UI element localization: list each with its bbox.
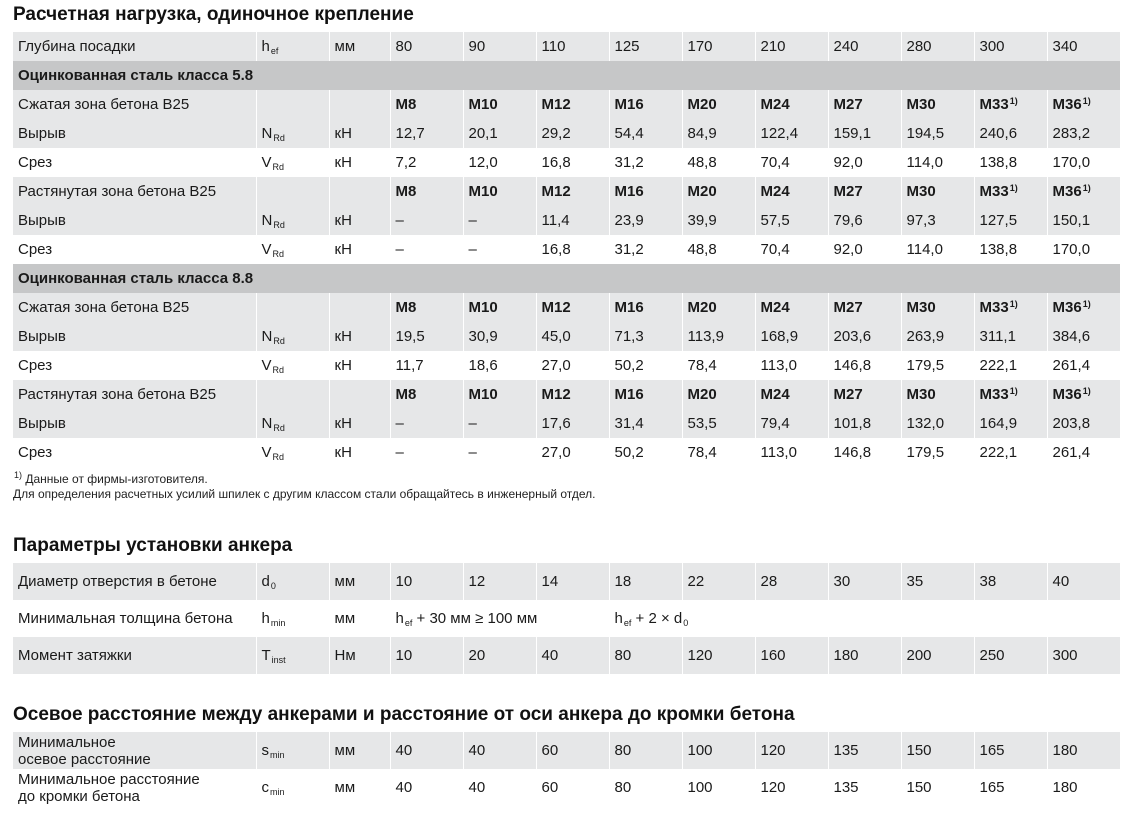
value-cell: 11,7 — [390, 351, 463, 380]
row-label: Диаметр отверстия в бетоне — [13, 563, 256, 600]
anchor-size-cell: M10 — [463, 293, 536, 322]
value-cell: 71,3 — [609, 322, 682, 351]
value-cell: 31,2 — [609, 148, 682, 177]
value-cell: 101,8 — [828, 409, 901, 438]
value-cell: 10 — [390, 637, 463, 674]
row-unit — [329, 177, 390, 206]
row-label: Минимальное расстояние до кромки бетона — [13, 769, 256, 806]
value-cell: – — [390, 206, 463, 235]
value-cell: 159,1 — [828, 119, 901, 148]
anchor-size-cell: M30 — [901, 380, 974, 409]
row-symbol: $d_0$ — [256, 563, 329, 600]
row-symbol: $V_{Rd}$ — [256, 438, 329, 467]
value-cell: 146,8 — [828, 351, 901, 380]
row-unit: кН — [329, 206, 390, 235]
value-cell: 7,2 — [390, 148, 463, 177]
anchor-size-cell: M27 — [828, 380, 901, 409]
value-cell: 97,3 — [901, 206, 974, 235]
min-thickness-row — [13, 600, 1120, 637]
value-cell: 261,4 — [1047, 351, 1120, 380]
steel-class-title: Оцинкованная сталь класса 8.8 — [13, 264, 1120, 293]
anchor-size-cell: M24 — [755, 90, 828, 119]
min-edge-distance-row — [13, 769, 1120, 806]
value-cell: 40 — [536, 637, 609, 674]
depth-value-cell: 125 — [609, 32, 682, 61]
shear-row — [13, 148, 1120, 177]
anchor-size-cell: M30 — [901, 177, 974, 206]
zone-label: Растянутая зона бетона B25 — [13, 380, 256, 409]
value-cell: 45,0 — [536, 322, 609, 351]
anchor-size-cell: M36$^{1)}$ — [1047, 90, 1120, 119]
row-symbol: $T_{inst}$ — [256, 637, 329, 674]
value-cell: 30 — [828, 563, 901, 600]
concrete-zone-row — [13, 293, 1120, 322]
row-label: Вырыв — [13, 119, 256, 148]
anchor-size-cell: M12 — [536, 177, 609, 206]
footnote-engineering: Для определения расчетных усилий шпилек с другим классом стали обращайтесь в инженерный отдел. — [13, 487, 596, 501]
value-cell: – — [390, 438, 463, 467]
value-cell: 18,6 — [463, 351, 536, 380]
row-unit: мм — [329, 563, 390, 600]
thickness-formula-large: $h_{ef} + 2 \times d_0$ — [609, 600, 1120, 637]
value-cell: 40 — [390, 769, 463, 806]
value-cell: 48,8 — [682, 235, 755, 264]
row-symbol: $N_{Rd}$ — [256, 119, 329, 148]
pull-out-row — [13, 322, 1120, 351]
value-cell: 170,0 — [1047, 235, 1120, 264]
value-cell: 16,8 — [536, 148, 609, 177]
steel-class-header — [13, 61, 1120, 90]
anchor-size-cell: M33$^{1)}$ — [974, 293, 1047, 322]
row-label: Минимальная толщина бетона — [13, 600, 256, 637]
value-cell: 180 — [1047, 769, 1120, 806]
row-symbol — [256, 90, 329, 119]
row-symbol — [256, 293, 329, 322]
pull-out-row — [13, 206, 1120, 235]
value-cell: 263,9 — [901, 322, 974, 351]
distance-section-title: Осевое расстояние между анкерами и расстояние от оси анкера до кромки бетона — [13, 704, 795, 725]
value-cell: – — [390, 409, 463, 438]
anchor-size-cell: M33$^{1)}$ — [974, 177, 1047, 206]
value-cell: 12 — [463, 563, 536, 600]
value-cell: 12,0 — [463, 148, 536, 177]
row-label: Срез — [13, 438, 256, 467]
torque-row — [13, 637, 1120, 674]
shear-row — [13, 235, 1120, 264]
value-cell: 300 — [1047, 637, 1120, 674]
row-label: Минимальное осевое расстояние — [13, 732, 256, 769]
value-cell: 146,8 — [828, 438, 901, 467]
anchor-size-cell: M20 — [682, 90, 755, 119]
value-cell: 138,8 — [974, 148, 1047, 177]
value-cell: 17,6 — [536, 409, 609, 438]
row-symbol: $V_{Rd}$ — [256, 351, 329, 380]
value-cell: 180 — [828, 637, 901, 674]
value-cell: 12,7 — [390, 119, 463, 148]
value-cell: 92,0 — [828, 235, 901, 264]
value-cell: 28 — [755, 563, 828, 600]
value-cell: 100 — [682, 732, 755, 769]
anchor-size-cell: M33$^{1)}$ — [974, 90, 1047, 119]
row-symbol: $h_{ef}$ — [256, 32, 329, 61]
anchor-size-cell: M36$^{1)}$ — [1047, 380, 1120, 409]
value-cell: 150 — [901, 769, 974, 806]
value-cell: 168,9 — [755, 322, 828, 351]
value-cell: 120 — [682, 637, 755, 674]
row-label: Срез — [13, 351, 256, 380]
zone-label: Сжатая зона бетона B25 — [13, 293, 256, 322]
depth-value-cell: 340 — [1047, 32, 1120, 61]
value-cell: 113,9 — [682, 322, 755, 351]
row-unit — [329, 293, 390, 322]
value-cell: 22 — [682, 563, 755, 600]
row-unit: мм — [329, 32, 390, 61]
value-cell: 179,5 — [901, 438, 974, 467]
pull-out-row — [13, 409, 1120, 438]
value-cell: 50,2 — [609, 438, 682, 467]
row-unit: мм — [329, 732, 390, 769]
anchor-size-cell: M16 — [609, 293, 682, 322]
row-unit: Нм — [329, 637, 390, 674]
row-label: Вырыв — [13, 206, 256, 235]
anchor-size-cell: M24 — [755, 380, 828, 409]
row-unit: кН — [329, 409, 390, 438]
anchor-size-cell: M8 — [390, 380, 463, 409]
anchor-size-cell: M8 — [390, 177, 463, 206]
value-cell: 113,0 — [755, 438, 828, 467]
row-symbol — [256, 177, 329, 206]
value-cell: 160 — [755, 637, 828, 674]
anchor-size-cell: M36$^{1)}$ — [1047, 177, 1120, 206]
anchor-size-cell: M33$^{1)}$ — [974, 380, 1047, 409]
value-cell: 80 — [609, 732, 682, 769]
shear-row — [13, 351, 1120, 380]
footnote-text: Данные от фирмы-изготовителя. — [25, 472, 208, 486]
value-cell: 150 — [901, 732, 974, 769]
anchor-size-cell: M8 — [390, 90, 463, 119]
value-cell: 31,4 — [609, 409, 682, 438]
zone-label: Растянутая зона бетона B25 — [13, 177, 256, 206]
hole-diameter-row — [13, 563, 1120, 600]
value-cell: 40 — [390, 732, 463, 769]
value-cell: 194,5 — [901, 119, 974, 148]
value-cell: 35 — [901, 563, 974, 600]
value-cell: 57,5 — [755, 206, 828, 235]
thickness-formula-small: $h_{ef} + 30$ мм ≥ 100 мм — [390, 600, 609, 637]
value-cell: 127,5 — [974, 206, 1047, 235]
anchor-size-cell: M24 — [755, 177, 828, 206]
value-cell: 150,1 — [1047, 206, 1120, 235]
value-cell: 283,2 — [1047, 119, 1120, 148]
shear-row — [13, 438, 1120, 467]
design-load-table — [13, 32, 1120, 467]
anchor-size-cell: M12 — [536, 380, 609, 409]
value-cell: 79,4 — [755, 409, 828, 438]
anchor-size-cell: M16 — [609, 380, 682, 409]
depth-value-cell: 280 — [901, 32, 974, 61]
value-cell: 70,4 — [755, 235, 828, 264]
value-cell: 39,9 — [682, 206, 755, 235]
value-cell: 222,1 — [974, 438, 1047, 467]
anchor-size-cell: M8 — [390, 293, 463, 322]
value-cell: 165 — [974, 732, 1047, 769]
installation-params-table — [13, 563, 1120, 674]
value-cell: 92,0 — [828, 148, 901, 177]
footnote-manufacturer — [13, 470, 208, 486]
value-cell: 40 — [1047, 563, 1120, 600]
anchor-size-cell: M12 — [536, 90, 609, 119]
value-cell: 200 — [901, 637, 974, 674]
value-cell: 114,0 — [901, 235, 974, 264]
depth-value-cell: 110 — [536, 32, 609, 61]
value-cell: 30,9 — [463, 322, 536, 351]
value-cell: 53,5 — [682, 409, 755, 438]
value-cell: 54,4 — [609, 119, 682, 148]
value-cell: 165 — [974, 769, 1047, 806]
value-cell: 11,4 — [536, 206, 609, 235]
anchor-size-cell: M10 — [463, 90, 536, 119]
depth-value-cell: 300 — [974, 32, 1047, 61]
row-label: Вырыв — [13, 322, 256, 351]
value-cell: 29,2 — [536, 119, 609, 148]
row-symbol: $N_{Rd}$ — [256, 409, 329, 438]
footnote-mark: 1) — [14, 470, 23, 480]
row-unit — [329, 380, 390, 409]
value-cell: 78,4 — [682, 351, 755, 380]
value-cell: 18 — [609, 563, 682, 600]
value-cell: 48,8 — [682, 148, 755, 177]
value-cell: 113,0 — [755, 351, 828, 380]
value-cell: 60 — [536, 769, 609, 806]
value-cell: 14 — [536, 563, 609, 600]
concrete-zone-row — [13, 177, 1120, 206]
value-cell: 261,4 — [1047, 438, 1120, 467]
embedment-depth-row — [13, 32, 1120, 61]
row-unit: кН — [329, 438, 390, 467]
value-cell: 27,0 — [536, 438, 609, 467]
row-symbol: $N_{Rd}$ — [256, 322, 329, 351]
anchor-size-cell: M20 — [682, 380, 755, 409]
anchor-size-cell: M30 — [901, 90, 974, 119]
pull-out-row — [13, 119, 1120, 148]
row-label: Срез — [13, 235, 256, 264]
row-unit: мм — [329, 769, 390, 806]
value-cell: 80 — [609, 637, 682, 674]
value-cell: 120 — [755, 769, 828, 806]
row-unit: кН — [329, 351, 390, 380]
row-label: Вырыв — [13, 409, 256, 438]
install-section-title: Параметры установки анкера — [13, 535, 293, 556]
depth-value-cell: 170 — [682, 32, 755, 61]
value-cell: 203,6 — [828, 322, 901, 351]
row-symbol: $V_{Rd}$ — [256, 148, 329, 177]
value-cell: 138,8 — [974, 235, 1047, 264]
value-cell: 384,6 — [1047, 322, 1120, 351]
row-unit: кН — [329, 235, 390, 264]
value-cell: 311,1 — [974, 322, 1047, 351]
value-cell: 179,5 — [901, 351, 974, 380]
value-cell: 50,2 — [609, 351, 682, 380]
value-cell: 135 — [828, 732, 901, 769]
value-cell: 120 — [755, 732, 828, 769]
steel-class-title: Оцинкованная сталь класса 5.8 — [13, 61, 1120, 90]
anchor-size-cell: M20 — [682, 293, 755, 322]
value-cell: – — [390, 235, 463, 264]
value-cell: 122,4 — [755, 119, 828, 148]
zone-label: Сжатая зона бетона B25 — [13, 90, 256, 119]
value-cell: 84,9 — [682, 119, 755, 148]
anchor-size-cell: M10 — [463, 380, 536, 409]
value-cell: 180 — [1047, 732, 1120, 769]
row-unit: кН — [329, 148, 390, 177]
row-symbol: $V_{Rd}$ — [256, 235, 329, 264]
value-cell: 203,8 — [1047, 409, 1120, 438]
value-cell: 10 — [390, 563, 463, 600]
value-cell: 250 — [974, 637, 1047, 674]
anchor-size-cell: M16 — [609, 177, 682, 206]
value-cell: 27,0 — [536, 351, 609, 380]
value-cell: 20,1 — [463, 119, 536, 148]
anchor-size-cell: M27 — [828, 293, 901, 322]
row-unit: кН — [329, 119, 390, 148]
value-cell: 20 — [463, 637, 536, 674]
depth-value-cell: 210 — [755, 32, 828, 61]
value-cell: 60 — [536, 732, 609, 769]
value-cell: 78,4 — [682, 438, 755, 467]
anchor-size-cell: M27 — [828, 177, 901, 206]
value-cell: 222,1 — [974, 351, 1047, 380]
value-cell: 23,9 — [609, 206, 682, 235]
anchor-size-cell: M10 — [463, 177, 536, 206]
anchor-size-cell: M36$^{1)}$ — [1047, 293, 1120, 322]
depth-value-cell: 90 — [463, 32, 536, 61]
row-symbol: $c_{min}$ — [256, 769, 329, 806]
value-cell: 114,0 — [901, 148, 974, 177]
row-unit — [329, 90, 390, 119]
value-cell: – — [463, 235, 536, 264]
value-cell: 40 — [463, 769, 536, 806]
row-symbol: $s_{min}$ — [256, 732, 329, 769]
value-cell: 100 — [682, 769, 755, 806]
row-unit: мм — [329, 600, 390, 637]
load-section-title: Расчетная нагрузка, одиночное крепление — [13, 4, 414, 25]
steel-class-header — [13, 264, 1120, 293]
anchor-size-cell: M30 — [901, 293, 974, 322]
concrete-zone-row — [13, 380, 1120, 409]
row-symbol: $h_{min}$ — [256, 600, 329, 637]
value-cell: – — [463, 438, 536, 467]
value-cell: 135 — [828, 769, 901, 806]
depth-value-cell: 240 — [828, 32, 901, 61]
value-cell: – — [463, 206, 536, 235]
anchor-size-cell: M24 — [755, 293, 828, 322]
concrete-zone-row — [13, 90, 1120, 119]
value-cell: 79,6 — [828, 206, 901, 235]
value-cell: 38 — [974, 563, 1047, 600]
value-cell: – — [463, 409, 536, 438]
value-cell: 19,5 — [390, 322, 463, 351]
value-cell: 240,6 — [974, 119, 1047, 148]
value-cell: 80 — [609, 769, 682, 806]
row-symbol: $N_{Rd}$ — [256, 206, 329, 235]
distance-table — [13, 732, 1120, 806]
row-label: Момент затяжки — [13, 637, 256, 674]
value-cell: 132,0 — [901, 409, 974, 438]
value-cell: 170,0 — [1047, 148, 1120, 177]
value-cell: 40 — [463, 732, 536, 769]
row-unit: кН — [329, 322, 390, 351]
row-label: Срез — [13, 148, 256, 177]
value-cell: 16,8 — [536, 235, 609, 264]
row-symbol — [256, 380, 329, 409]
anchor-size-cell: M27 — [828, 90, 901, 119]
min-spacing-row — [13, 732, 1120, 769]
anchor-size-cell: M20 — [682, 177, 755, 206]
row-label: Глубина посадки — [13, 32, 256, 61]
value-cell: 164,9 — [974, 409, 1047, 438]
value-cell: 31,2 — [609, 235, 682, 264]
value-cell: 70,4 — [755, 148, 828, 177]
anchor-size-cell: M16 — [609, 90, 682, 119]
anchor-size-cell: M12 — [536, 293, 609, 322]
depth-value-cell: 80 — [390, 32, 463, 61]
